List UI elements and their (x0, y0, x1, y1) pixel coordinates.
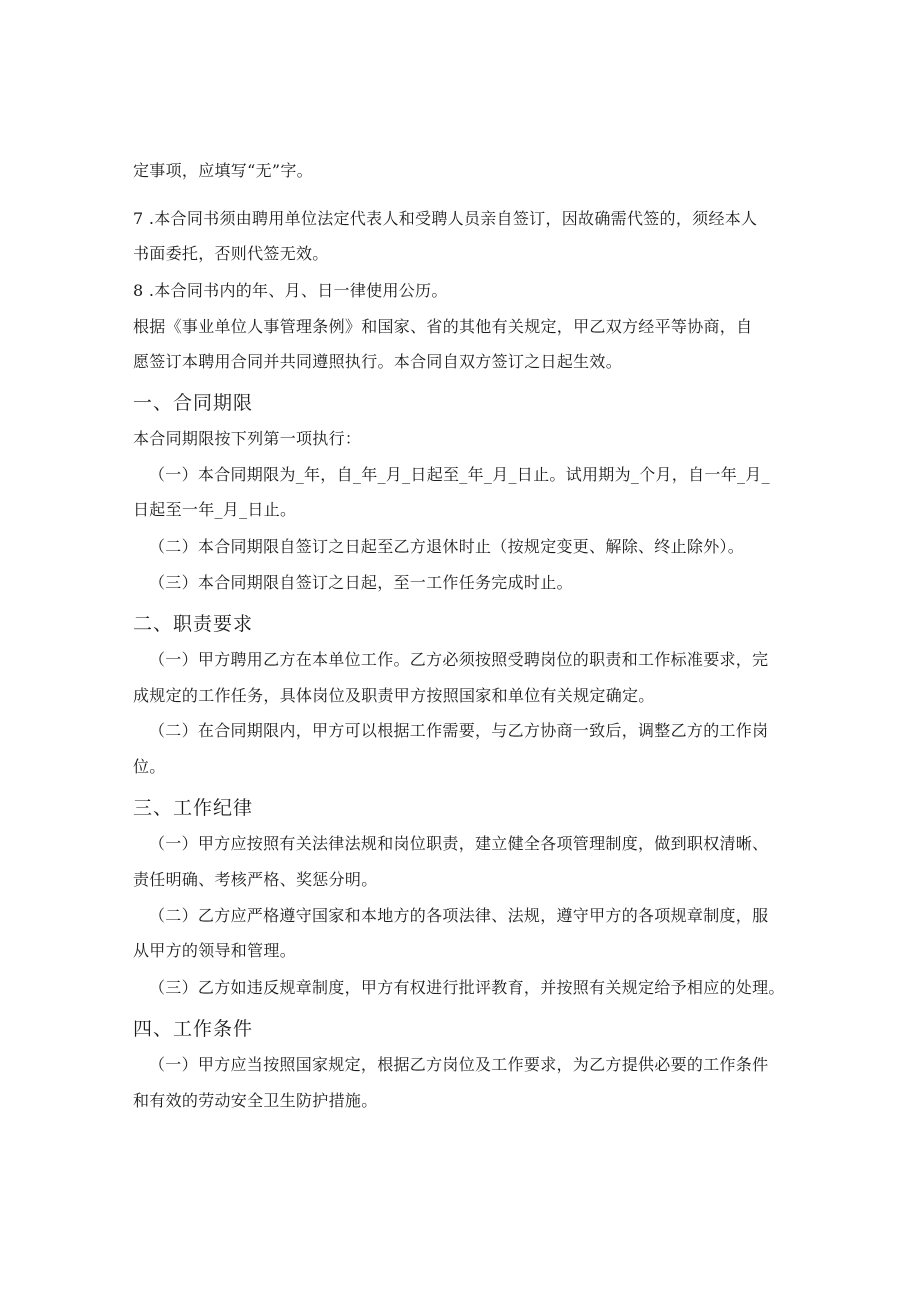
paragraph-line: （一）甲方应按照有关法律法规和岗位职责，建立健全各项管理制度，做到职权清晰、 (149, 834, 769, 853)
paragraph-line: 本合同期限按下列第一项执行： (133, 429, 362, 448)
paragraph-line: （一）甲方应当按照国家规定，根据乙方岗位及工作要求，为乙方提供必要的工作条件 (149, 1055, 769, 1074)
section-heading: 四、工作条件 (133, 1018, 254, 1040)
paragraph-line: （二）乙方应严格遵守国家和本地方的各项法律、法规，遵守甲方的各项规章制度，服 (149, 906, 769, 925)
section-heading: 三、工作纪律 (133, 797, 254, 819)
paragraph-line: （三）本合同期限自签订之日起，至一工作任务完成时止。 (149, 573, 573, 592)
paragraph-line: 定事项，应填写“无”字。 (133, 161, 313, 180)
paragraph-line: 7 .本合同书须由聘用单位法定代表人和受聘人员亲自签订，因故确需代签的，须经本人 (133, 209, 758, 228)
paragraph-line: （二）在合同期限内，甲方可以根据工作需要，与乙方协商一致后，调整乙方的工作岗 (149, 721, 769, 740)
paragraph-line: 8 .本合同书内的年、月、日一律使用公历。 (133, 281, 448, 300)
paragraph-line: （二）本合同期限自签订之日起至乙方退休时止（按规定变更、解除、终止除外）。 (149, 537, 745, 556)
paragraph-line: 成规定的工作任务，具体岗位及职责甲方按照国家和单位有关规定确定。 (133, 686, 655, 705)
paragraph-line: 愿签订本聘用合同并共同遵照执行。本合同自双方签订之日起生效。 (133, 352, 623, 371)
paragraph-line: 根据《事业单位人事管理条例》和国家、省的其他有关规定，甲乙双方经平等协商，自 (133, 317, 753, 336)
paragraph-line: 书面委托，否则代签无效。 (133, 244, 329, 263)
paragraph-line: （一）甲方聘用乙方在本单位工作。乙方必须按照受聘岗位的职责和工作标准要求，完 (149, 650, 769, 669)
section-heading: 二、职责要求 (133, 613, 254, 635)
paragraph-line: （三）乙方如违反规章制度，甲方有权进行批评教育，并按照有关规定给予相应的处理。 (149, 978, 785, 997)
paragraph-line: 和有效的劳动安全卫生防护措施。 (133, 1091, 378, 1110)
paragraph-line: （一）本合同期限为_年，自_年_月_日起至_年_月_日止。试用期为_个月，自一年_月_ (149, 465, 770, 484)
paragraph-line: 位。 (133, 757, 166, 776)
paragraph-line: 日起至一年_月_日止。 (133, 500, 297, 519)
paragraph-line: 责任明确、考核严格、奖惩分明。 (133, 870, 378, 889)
paragraph-line: 从甲方的领导和管理。 (133, 941, 297, 960)
section-heading: 一、合同期限 (133, 392, 254, 414)
